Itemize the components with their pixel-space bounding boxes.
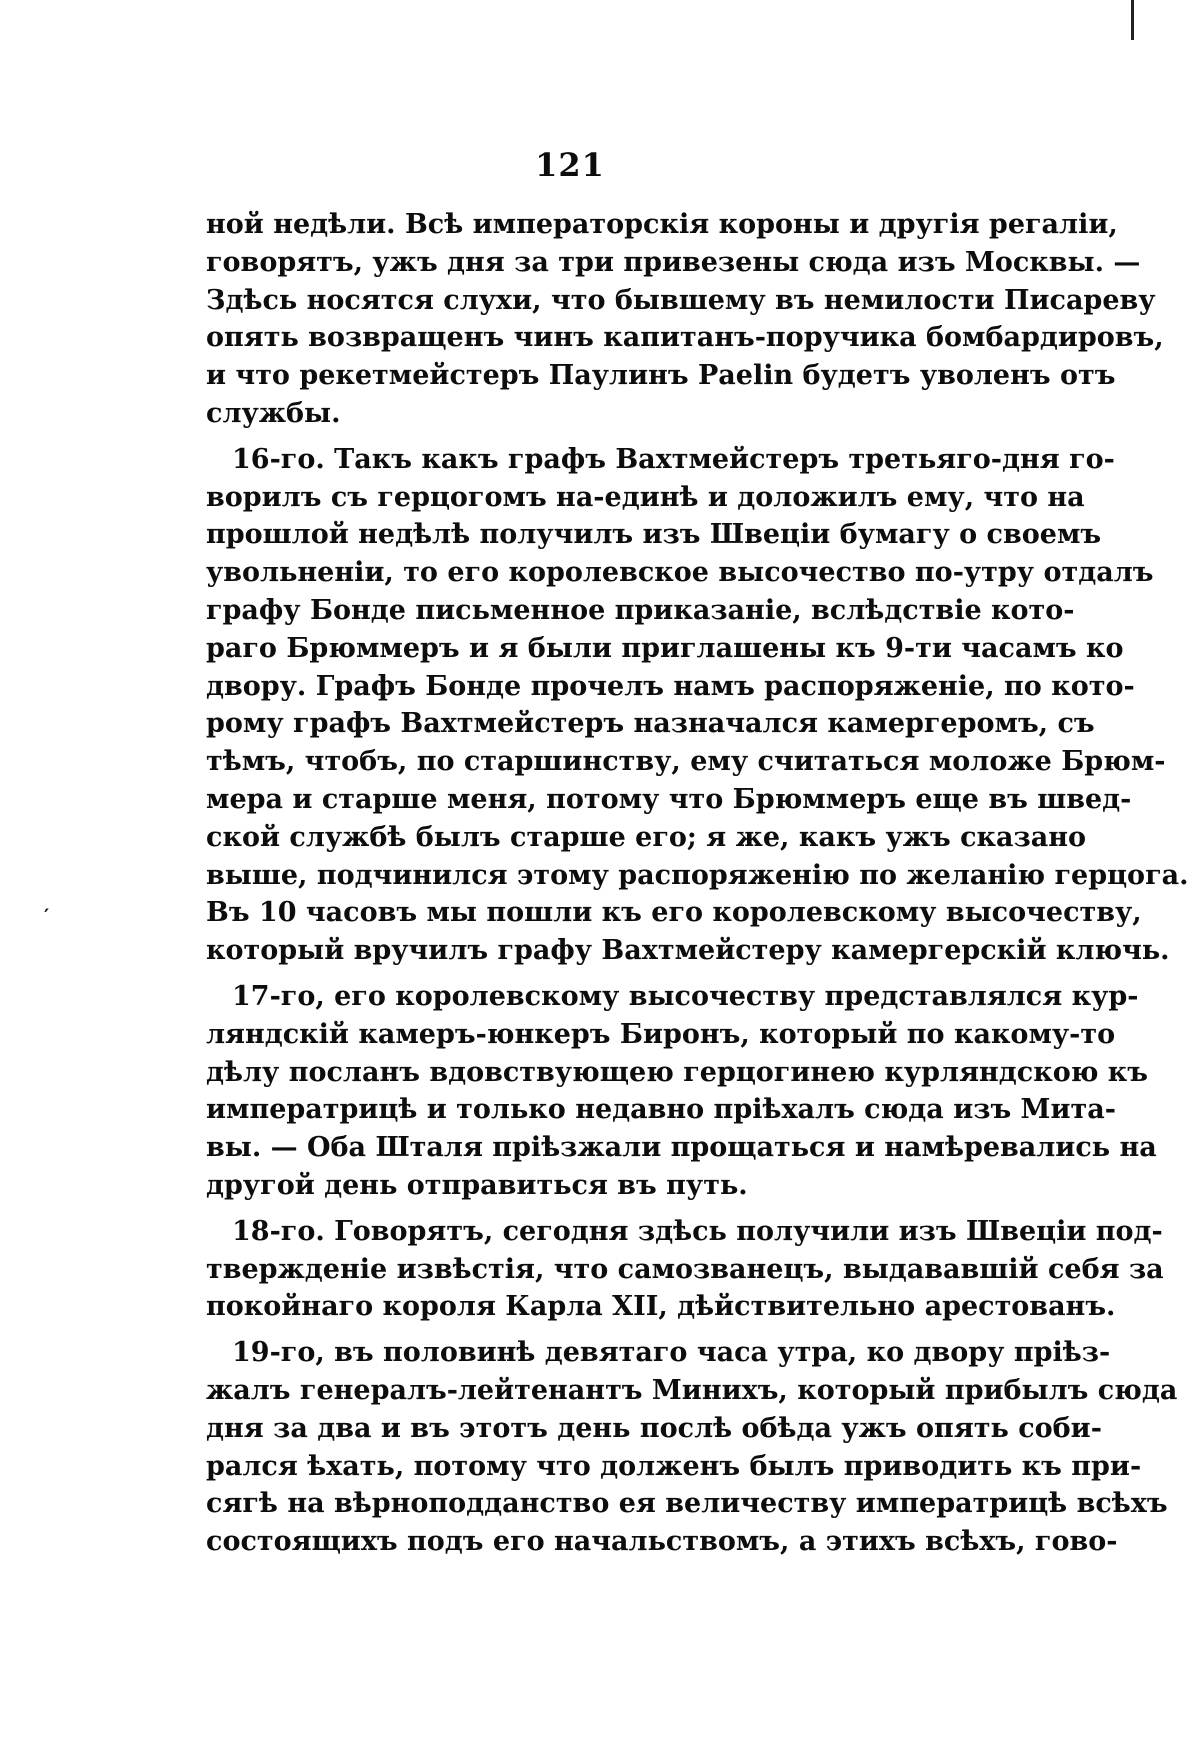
text-line: службы. [206, 397, 341, 429]
text-line: императрицѣ и только недавно пріѣхалъ сюда изъ Мита- [206, 1094, 1116, 1126]
text-line: двору. Графъ Бонде прочелъ намъ распоряженіе, по кото- [206, 670, 1135, 702]
text-line: рался ѣхать, потому что долженъ былъ приводить къ при- [206, 1450, 1142, 1482]
paragraph [206, 1213, 1164, 1326]
text-line: дня за два и въ этотъ день послѣ обѣда ужъ опять соби- [206, 1412, 1102, 1444]
text-line: и что рекетмейстеръ Паулинъ Раеlin будетъ уволенъ отъ [206, 360, 1116, 392]
paragraph [206, 978, 1157, 1205]
text-line: графу Бонде письменное приказаніе, вслѣдствіе кото- [206, 594, 1075, 626]
text-line: ворилъ съ герцогомъ на-единѣ и доложилъ ему, что на [206, 481, 1085, 513]
paragraph-gap [206, 1205, 1014, 1213]
paragraph [206, 441, 1189, 970]
text-line: жалъ генералъ-лейтенантъ Минихъ, который прибылъ сюда [206, 1374, 1178, 1406]
text-line: рому графъ Вахтмейстеръ назначался камергеромъ, съ [206, 708, 1095, 740]
text-line: ной недѣли. Всѣ императорскія короны и другія регаліи, [206, 209, 1118, 240]
text-line: Здѣсь носятся слухи, что бывшему въ немилости Писареву [206, 284, 1156, 316]
text-line: сягѣ на вѣрноподданство ея величеству императрицѣ всѣхъ [206, 1488, 1168, 1520]
text-line: раго Брюммеръ и я были приглашены къ 9-ти часамъ ко [206, 632, 1124, 664]
text-line: покойнаго короля Карла XII, дѣйствительно арестованъ. [206, 1291, 1116, 1323]
text-line: 18-го. Говорятъ, сегодня здѣсь получили изъ Швеціи под- [232, 1215, 1163, 1247]
text-line: 16-го. Такъ какъ графъ Вахтмейстеръ третьяго-дня го- [232, 443, 1115, 475]
text-line: 17-го, его королевскому высочеству представлялся кур- [232, 980, 1139, 1012]
text-line: состоящихъ подъ его начальствомъ, а этихъ всѣхъ, гово- [206, 1526, 1118, 1558]
text-line: ляндскій камеръ-юнкеръ Биронъ, который по какому-то [206, 1018, 1116, 1050]
text-line: который вручилъ графу Вахтмейстеру камергерскій ключь. [206, 935, 1170, 967]
text-line: ской службѣ былъ старше его; я же, какъ ужъ сказано [206, 821, 1087, 853]
stray-ink-mark: ′ [44, 904, 50, 928]
page-number: 121 [535, 146, 605, 184]
text-line: увольненіи, то его королевское высочество по-утру отдалъ [206, 557, 1154, 589]
text-line: дѣлу посланъ вдовствующею герцогинею курляндскою къ [206, 1056, 1149, 1088]
body-text [206, 206, 1189, 1561]
text-line: выше, подчинился этому распоряженію по желанію герцога. [206, 859, 1189, 891]
text-line: Въ 10 часовъ мы пошли къ его королевскому высочеству, [206, 897, 1142, 929]
text-line: 19-го, въ половинѣ девятаго часа утра, ко двору пріѣз- [232, 1337, 1111, 1369]
paragraph-gap [206, 1326, 1014, 1334]
text-line: твержденіе извѣстія, что самозванецъ, выдававшій себя за [206, 1253, 1164, 1285]
text-line: мера и старше меня, потому что Брюммеръ еще въ швед- [206, 783, 1132, 815]
text-line: вы. — Оба Шталя пріѣзжали прощаться и намѣревались на [206, 1132, 1157, 1164]
paragraph [206, 206, 1164, 433]
paragraph [206, 1334, 1178, 1561]
scan-edge-mark [1131, 0, 1134, 40]
paragraph-gap [206, 970, 1014, 978]
text-line: другой день отправиться въ путь. [206, 1169, 748, 1201]
text-line: говорятъ, ужъ дня за три привезены сюда изъ Москвы. — [206, 246, 1141, 278]
text-line: тѣмъ, чтобъ, по старшинству, ему считаться моложе Брюм- [206, 746, 1166, 778]
paragraph-gap [206, 433, 1014, 441]
text-line: прошлой недѣлѣ получилъ изъ Швеціи бумагу о своемъ [206, 519, 1102, 551]
text-line: опять возвращенъ чинъ капитанъ-поручика бомбардировъ, [206, 322, 1164, 354]
